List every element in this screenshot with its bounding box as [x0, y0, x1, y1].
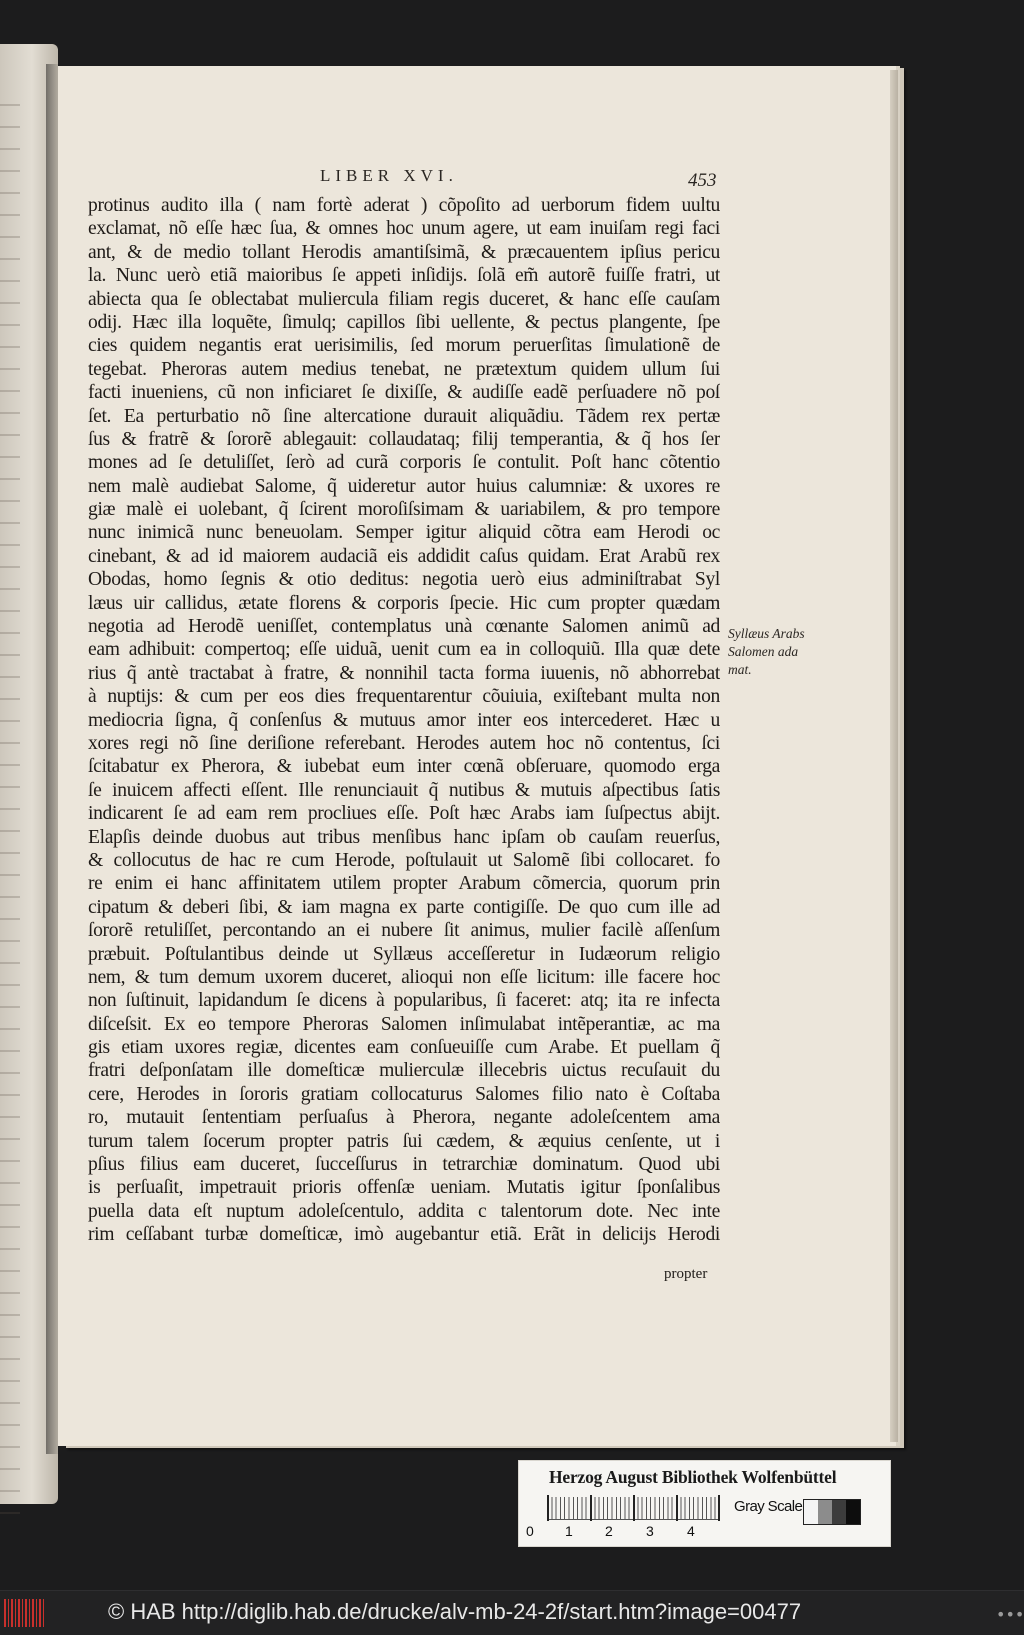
text-line: la. Nunc uerò etiã maioribus ſe appeti inſidijs. ſolã em̃ autorẽ fuiſſe fratri, ut	[88, 265, 720, 287]
running-head: LIBER XVI.	[320, 166, 458, 185]
text-line: puella data eſt nuptum adoleſcentulo, addita c talentorum dote. Nec inte	[88, 1200, 720, 1222]
text-line: gis etiam uxores regiæ, dicentes eam conſueuiſſe cum Arabe. Et puellam q̃	[88, 1037, 720, 1059]
ruler-tick	[547, 1495, 549, 1521]
text-line: nunc inimicã nunc beneuolam. Semper igitur aliquid cõtra eam Herodi oc	[88, 522, 720, 544]
text-line: ant, & de medio tollant Herodis amantiſsimã, & præcauentem ipſius pericu	[88, 241, 720, 263]
more-icon[interactable]: •••	[996, 1605, 1024, 1624]
ruler-number: 3	[646, 1523, 654, 1539]
marginal-note	[728, 625, 828, 679]
text-line: eam adhibuit: compertoq; eſſe uiduã, uenit cum ea in colloquiũ. Illa quæ dete	[88, 639, 720, 661]
text-line: nem malè audiebat Salome, q̃ uideretur autor huius calumniæ: & uxores re	[88, 475, 720, 497]
marginal-note-line: Salomen ada	[728, 644, 799, 659]
text-line: Obodas, homo ſegnis & otio deditus: negotia uerò eius adminiſtrabat Syl	[88, 569, 720, 591]
grayscale-swatches	[803, 1499, 861, 1525]
text-line: tegebat. Pheroras autem medius tenebat, ne prætextum quidem ullum ſui	[88, 358, 720, 380]
marginal-note-line: mat.	[728, 662, 752, 677]
ruler-number: 1	[565, 1523, 573, 1539]
text-line: facti inueniens, cũ non inficiaret ſe dixiſſe, & audiſſe eadẽ perſuadere nõ poſ	[88, 382, 720, 404]
text-line: mediocria ſigna, q̃ conſenſus & mutuus amor inter eos intercederet. Hæc u	[88, 709, 720, 731]
gray-swatch	[818, 1500, 832, 1524]
ruler-tick	[718, 1495, 720, 1521]
text-line: re enim ei hanc affinitatem utilem propter Arabum cõmercia, quorum prin	[88, 873, 720, 895]
text-line: ro, mutauit ſententiam perſuaſus à Pherora, negante adoleſcentem ama	[88, 1107, 720, 1129]
copyright-url[interactable]: © HAB http://diglib.hab.de/drucke/alv-mb-24-2f/start.htm?image=00477	[108, 1599, 802, 1624]
gray-swatch	[804, 1500, 818, 1524]
text-line: negotia ad Herodẽ ueniſſet, contemplatus unà cœnante Salomen animũ ad	[88, 616, 720, 638]
catchword: propter	[664, 1266, 708, 1282]
gray-swatch	[846, 1500, 860, 1524]
ruler-number: 0	[526, 1523, 534, 1539]
text-line: odij. Hæc illa loquẽte, ſimulq; capillos ſibi uellente, & pectus plangente, ſpe	[88, 311, 720, 333]
text-line: cipatum & deberi ſibi, & iam magna ex parte contigiſſe. De quo cum ille ad	[88, 896, 720, 918]
text-line: à nuptijs: & cum per eos dies frequentarentur cõuiuia, exiſtebant multa non	[88, 686, 720, 708]
text-line: abiecta qua ſe oblectabat muliercula filiam regis duceret, & hanc eſſe cauſam	[88, 288, 720, 310]
ruler-number: 4	[687, 1523, 695, 1539]
text-line: non ſuſtinuit, lapidandum ſe dicens à popularibus, ſi faceret: atq; ita re infecta	[88, 990, 720, 1012]
text-line: xores regi nõ ſine deriſione referebant. Herodes autem hoc nõ contentus, ſci	[88, 732, 720, 754]
grayscale-label: Gray Scale	[734, 1498, 803, 1515]
color-calibration-card	[518, 1460, 891, 1547]
ruler-tick	[633, 1495, 635, 1521]
text-line: diſceſsit. Ex eo tempore Pheroras Salomen inſimulabat intẽperantiæ, ac ma	[88, 1013, 720, 1035]
library-name: Herzog August Bibliothek Wolfenbüttel	[549, 1467, 837, 1487]
text-line: Elapſis deinde duobus aut tribus menſibus hanc ipſam ob cauſam reuerſus,	[88, 826, 720, 848]
text-line: cinebant, & ad id maiorem audaciã eis addidit caſus quidam. Erat Arabũ rex	[88, 545, 720, 567]
text-line: ſus & fratrẽ & ſororẽ ablegauit: collaudataq; filij temperantia, & q̃ hos ſer	[88, 428, 720, 450]
text-line: exclamat, nõ eſſe hæc ſua, & omnes hoc unum agere, ut eam inuiſam regi faci	[88, 218, 720, 240]
barcode-icon	[4, 1599, 46, 1627]
body-text	[88, 194, 720, 1247]
text-line: protinus audito illa ( nam fortè aderat ) cõpoſito ad uerborum fidem uultu	[88, 195, 720, 216]
text-line: rim ceſſabant turbæ domeſticæ, imò augebantur etiã. Erãt in delicijs Herodi	[88, 1224, 720, 1246]
text-line: cies quidem negantis erat uerisimilis, ſed morum peruerſitas ſimulationẽ de	[88, 335, 720, 357]
text-line: ſe inuicem affecti eſſent. Ille renunciauit q̃ nutibus & mutuis aſpectibus ſatis	[88, 779, 720, 801]
ruler-number: 2	[605, 1523, 613, 1539]
text-line: indicarent ſe ad eam rem procliues eſſe. Poſt hæc Arabs iam ſuſpectus abijt.	[88, 803, 720, 825]
text-line: nem, & tum demum uxorem duceret, alioqui non eſſe licitum: ille facere hoc	[88, 966, 720, 988]
text-line: ſcitabatur ex Pherora, & iubebat eum inter cœnã obſeruare, quomodo erga	[88, 756, 720, 778]
text-line: is perſuaſit, impetrauit prioris offenſæ ueniam. Mutatis igitur ſponſalibus	[88, 1177, 720, 1199]
marginal-note-line: Syllæus Arabs	[728, 626, 805, 641]
text-line: ſororẽ retuliſſet, percontando an ei nubere ſit animus, mulier facilè aſſenſum	[88, 920, 720, 942]
text-line: giæ malè ei uolebant, q̃ ſcirent moroſiſsimam & uariabilem, & pro tempore	[88, 499, 720, 521]
text-line: cere, Herodes in ſororis gratiam collocaturus Salomes filio nato è Coſtaba	[88, 1083, 720, 1105]
text-line: præbuit. Poſtulantibus deinde ut Syllæus acceſſeretur in Iudæorum religio	[88, 943, 720, 965]
page-stack-edge	[890, 70, 898, 1442]
gray-swatch	[832, 1500, 846, 1524]
ruler-tick	[676, 1495, 678, 1521]
status-bar	[0, 1590, 1024, 1635]
text-line: læus uir callidus, ætate florens & corporis ſpecie. Hic cum propter quædam	[88, 592, 720, 614]
text-line: pſius filius eam duceret, ſucceſſurus in tetrarchiæ dominatum. Quod ubi	[88, 1154, 720, 1176]
page-number: 453	[688, 170, 717, 191]
text-line: rius q̃ antè tractabat à fratre, & nonnihil tacta forma iuuenis, nõ abhorrebat	[88, 662, 720, 684]
text-line: turum talem ſocerum propter patris ſui cædem, & æquius cenſente, ut i	[88, 1130, 720, 1152]
text-line: mones ad ſe detuliſſet, ſerò ad curã corporis ſe contulit. Poſt hanc cõtentio	[88, 452, 720, 474]
facing-page-text-bleed	[0, 104, 20, 1524]
text-line: ſet. Ea perturbatio nõ ſine altercatione durauit aliquãdiu. Tãdem rex pertæ	[88, 405, 720, 427]
text-line: fratri deſponſatam ille domeſticæ mulierculæ illecebris uictus recuſauit du	[88, 1060, 720, 1082]
text-line: & collocutus de hac re cum Herode, poſtulauit ut Salomẽ ſibi collocaret. fo	[88, 849, 720, 871]
ruler-tick	[590, 1495, 592, 1521]
